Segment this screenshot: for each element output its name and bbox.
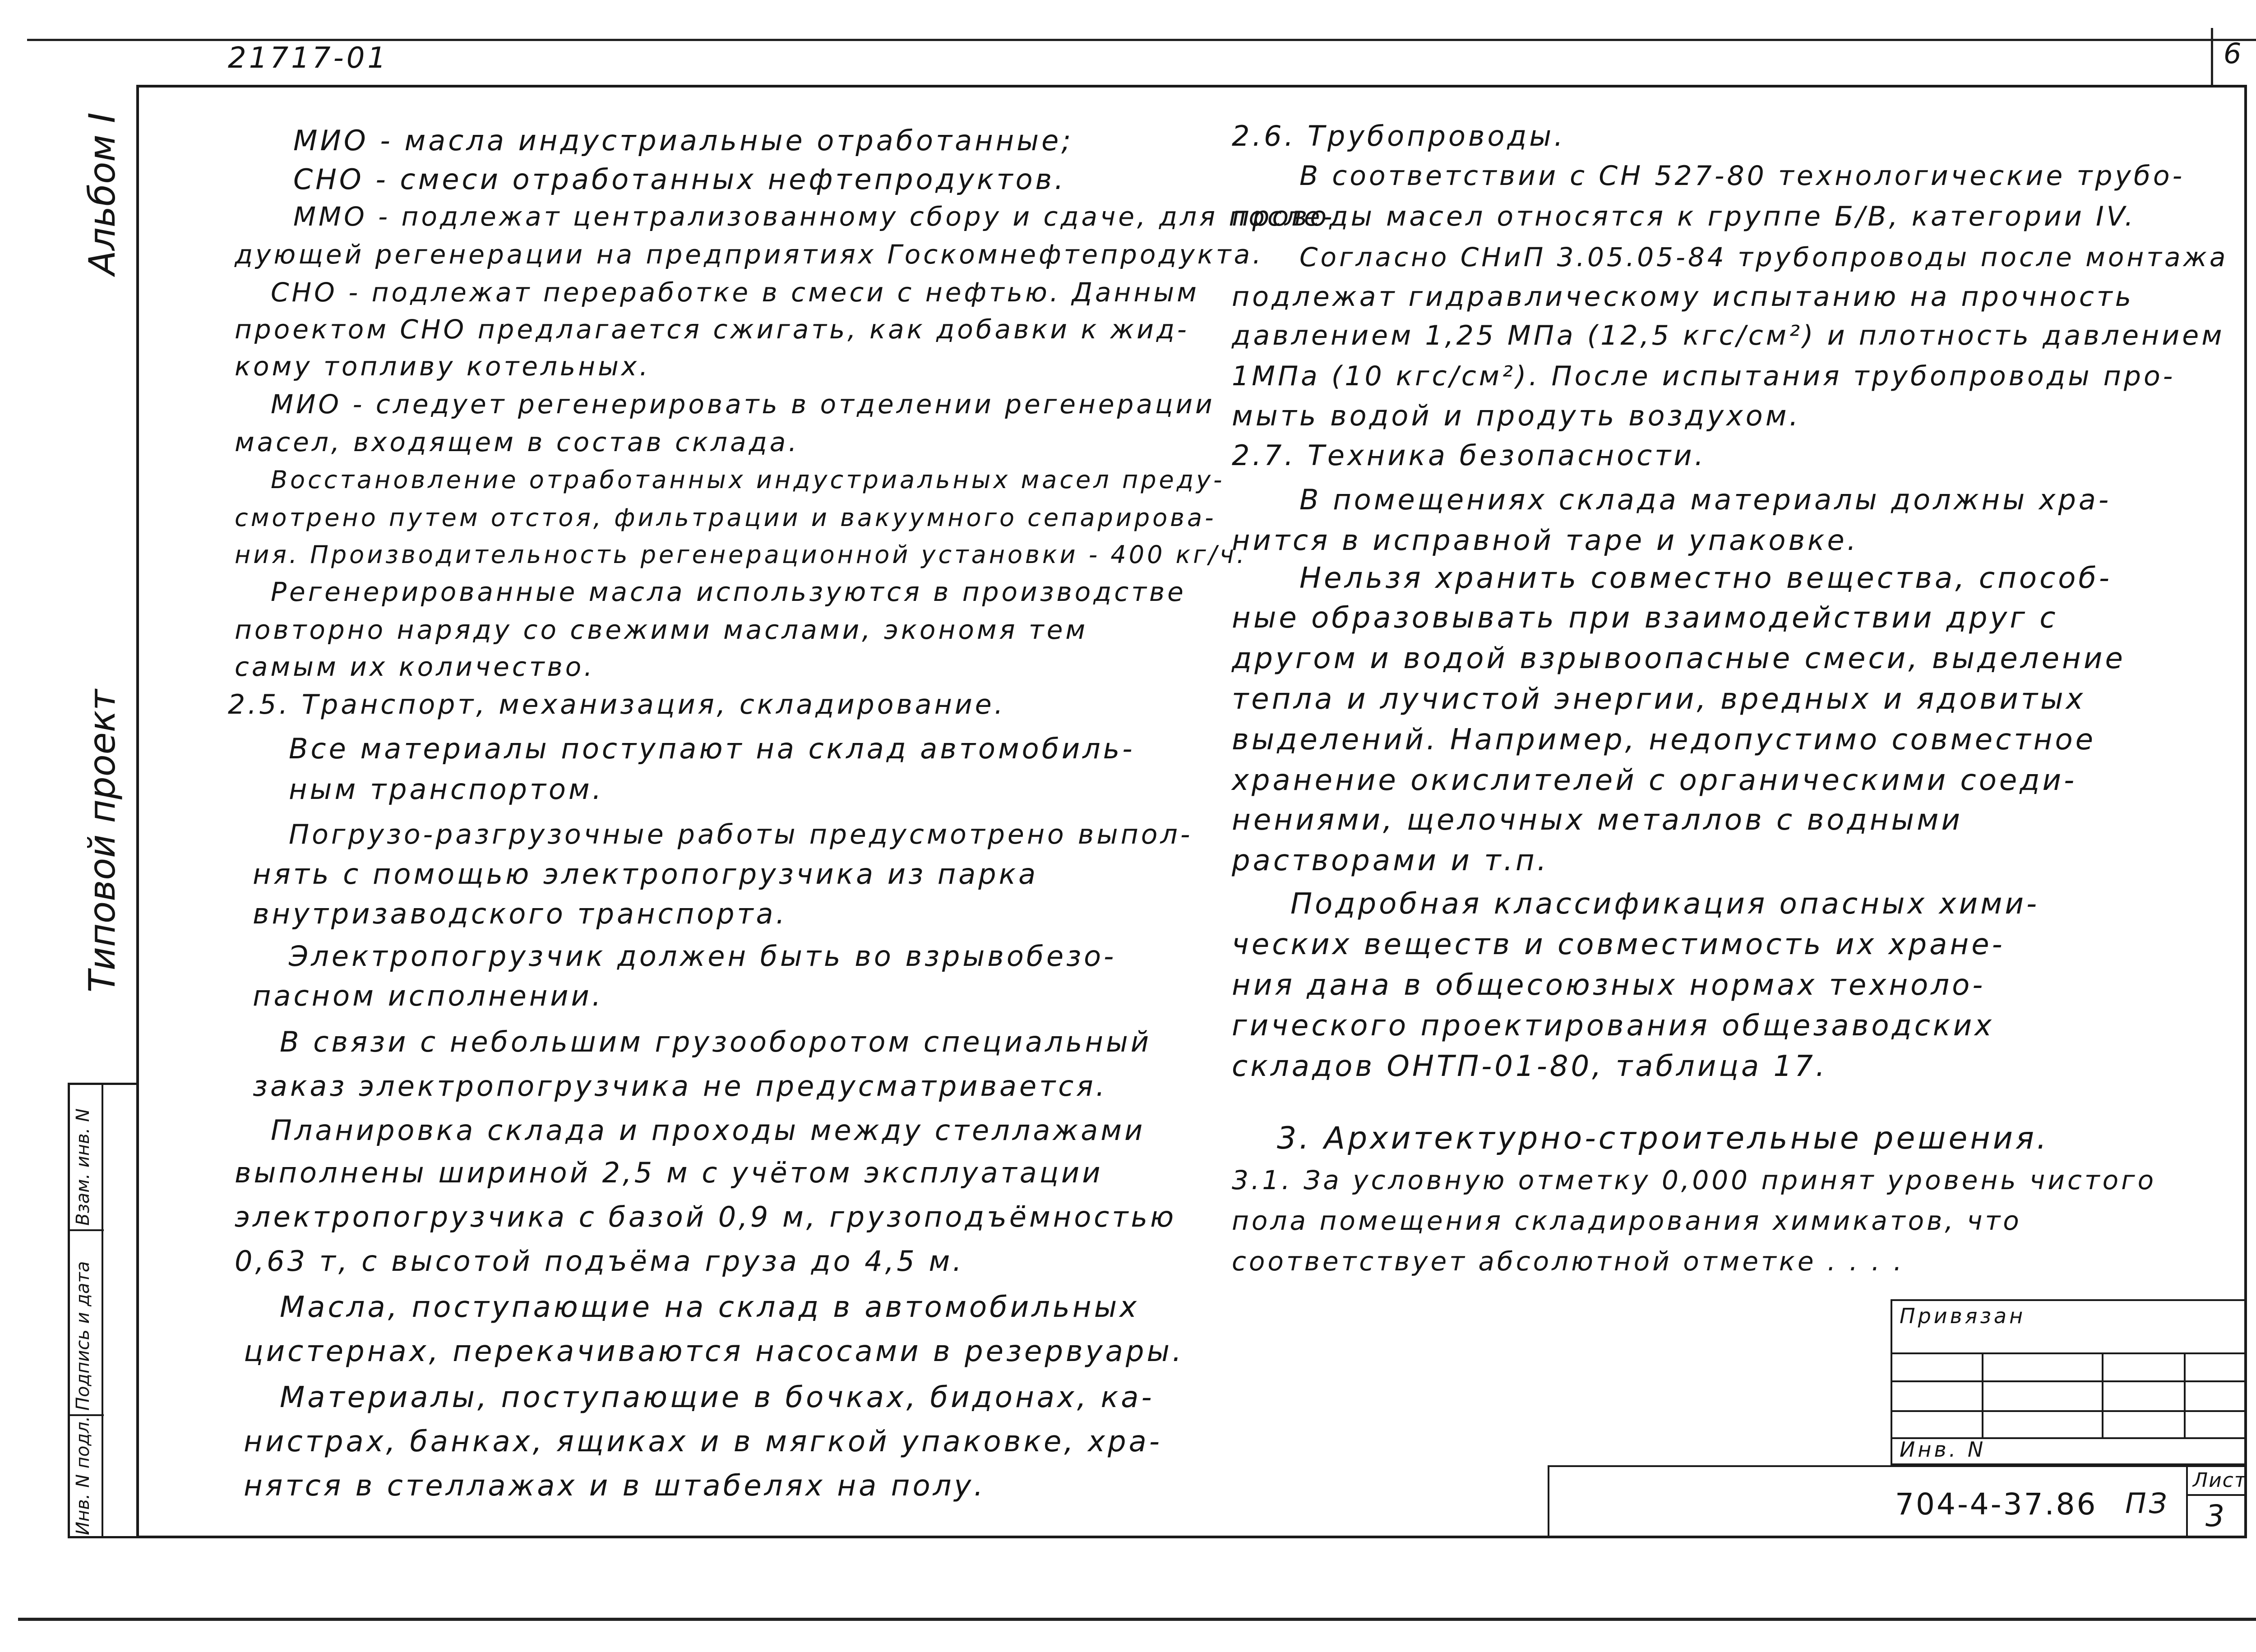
text-line: ческих веществ и совместимость их хране- <box>1232 928 2005 961</box>
text-line: ния. Производительность регенерационной установки - 400 кг/ч. <box>235 540 1247 569</box>
section-heading-2-6: 2.6. Трубопроводы. <box>1232 120 1566 152</box>
section-heading-2-5: 2.5. Транспорт, механизация, складирование. <box>228 689 1006 720</box>
text-line: нятся в стеллажах и в штабелях на полу. <box>244 1469 986 1503</box>
text-line: кому топливу котельных. <box>235 351 651 382</box>
stamp-signature-date: Подпись и дата <box>73 1261 93 1411</box>
text-line: повторно наряду со свежими маслами, экономя тем <box>235 614 1088 645</box>
text-line: Планировка склада и проходы между стеллажами <box>271 1114 1146 1147</box>
text-line: Материалы, поступающие в бочках, бидонах, ка- <box>280 1381 1155 1414</box>
text-line: цистернах, перекачиваются насосами в резервуары. <box>244 1335 1184 1368</box>
sheet-label: Лист <box>2193 1469 2247 1492</box>
text-line: электропогрузчика с базой 0,9 м, грузоподъёмностью <box>235 1200 1177 1233</box>
text-line: тепла и лучистой энергии, вредных и ядовитых <box>1232 683 2086 716</box>
text-line: выделений. Например, недопустимо совместное <box>1232 723 2096 757</box>
text-line: В соответствии с СН 527-80 технологические трубо- <box>1299 160 2185 192</box>
text-line: ные образовывать при взаимодействии друг с <box>1232 601 2058 635</box>
text-line: Регенерированные масла используются в производстве <box>271 577 1186 607</box>
side-label-project: Типовой проект <box>81 689 123 992</box>
text-line: нениями, щелочных металлов с водными <box>1232 803 1963 837</box>
section-heading-2-7: 2.7. Техника безопасности. <box>1232 439 1706 472</box>
text-line: дующей регенерации на предприятиях Госкомнефтепродукта. <box>235 239 1264 270</box>
text-line: Все материалы поступают на склад автомобиль- <box>289 732 1135 765</box>
text-line: ММО - подлежат централизованному сбору и сдаче, для после- <box>293 201 1335 232</box>
text-line: самым их количество. <box>235 651 595 682</box>
text-line: Погрузо-разгрузочные работы предусмотрено выпол- <box>289 819 1193 850</box>
text-line: внутризаводского транспорта. <box>253 897 788 930</box>
text-line: пола помещения складирования химикатов, что <box>1232 1205 2022 1236</box>
text-line: мыть водой и продуть воздухом. <box>1232 399 1801 432</box>
text-line: нять с помощью электропогрузчика из парка <box>253 858 1039 891</box>
text-line: СНО - смеси отработанных нефтепродуктов. <box>293 163 1066 196</box>
text-line: Согласно СНиП 3.05.05-84 трубопроводы после монтажа <box>1299 242 2228 272</box>
text-line: нистрах, банках, ящиках и в мягкой упаковке, хра- <box>244 1425 1162 1458</box>
text-line: МИО - следует регенерировать в отделении регенерации <box>271 389 1215 420</box>
text-line: Масла, поступающие на склад в автомобильных <box>280 1291 1140 1324</box>
text-line: СНО - подлежат переработке в смеси с нефтью. Данным <box>271 277 1199 308</box>
text-line: масел, входящем в состав склада. <box>235 427 800 457</box>
text-line: Электропогрузчик должен быть во взрывобезо- <box>289 940 1117 973</box>
doc-number: 704-4-37.86 <box>1895 1487 2098 1522</box>
text-line: Нельзя хранить совместно вещества, способ- <box>1299 562 2112 595</box>
tied-label: Привязан <box>1900 1304 2026 1328</box>
text-line: проводы масел относятся к группе Б/В, категории IV. <box>1232 201 2136 232</box>
text-line: нится в исправной таре и упаковке. <box>1232 524 1859 557</box>
sheet-number: 3 <box>2205 1499 2227 1533</box>
text-line: заказ электропогрузчика не предусматривается. <box>253 1070 1108 1103</box>
text-line: гического проектирования общезаводских <box>1232 1009 1995 1043</box>
text-line: пасном исполнении. <box>253 979 604 1012</box>
page-number: 6 <box>2224 37 2244 70</box>
text-line: проектом СНО предлагается сжигать, как добавки к жид- <box>235 314 1189 345</box>
text-line: хранение окислителей с органическими соеди- <box>1232 764 2077 797</box>
text-line: складов ОНТП-01-80, таблица 17. <box>1232 1050 1828 1083</box>
inv-label: Инв. N <box>1900 1437 1986 1462</box>
doc-type: ПЗ <box>2125 1487 2170 1520</box>
text-line: МИО - масла индустриальные отработанные; <box>293 124 1074 157</box>
text-line: подлежат гидравлическому испытанию на прочность <box>1232 281 2134 313</box>
side-label-album: Альбом I <box>81 112 123 275</box>
section-heading-3: 3. Архитектурно-строительные решения. <box>1277 1121 2049 1156</box>
text-line: смотрено путем отстоя, фильтрации и вакуумного сепарирова- <box>235 503 1216 532</box>
stamp-inv-podl: Инв. N подл. <box>73 1416 93 1535</box>
text-line: давлением 1,25 МПа (12,5 кгс/см²) и плотность давлением <box>1232 320 2225 351</box>
text-line: В связи с небольшим грузооборотом специальный <box>280 1025 1152 1058</box>
text-line: Подробная классификация опасных хими- <box>1290 887 2040 921</box>
text-line: другом и водой взрывоопасные смеси, выделение <box>1232 642 2126 675</box>
text-line: растворами и т.п. <box>1232 844 1549 877</box>
text-line: 1МПа (10 кгс/см²). После испытания трубопроводы про- <box>1232 360 2176 392</box>
text-line: ным транспортом. <box>289 773 604 806</box>
stamp-replace-inv: Взам. инв. N <box>73 1108 93 1226</box>
text-line: ния дана в общесоюзных нормах техноло- <box>1232 969 1986 1002</box>
text-line: В помещениях склада материалы должны хра- <box>1299 483 2112 516</box>
text-line: выполнены шириной 2,5 м с учётом эксплуатации <box>235 1156 1103 1189</box>
text-line: соответствует абсолютной отметке . . . . <box>1232 1246 1905 1277</box>
text-line: 0,63 т, с высотой подъёма груза до 4,5 м. <box>235 1245 964 1278</box>
doc-code: 21717-01 <box>228 42 389 75</box>
text-line: Восстановление отработанных индустриальных масел преду- <box>271 466 1225 494</box>
text-line: 3.1. За условную отметку 0,000 принят уровень чистого <box>1232 1165 2157 1195</box>
